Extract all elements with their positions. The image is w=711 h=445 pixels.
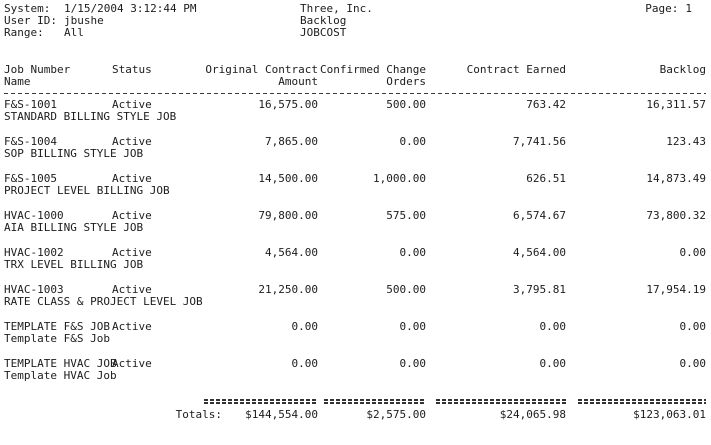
backlog-amount: 17,954.19 xyxy=(646,283,706,296)
job-number: TEMPLATE F&S JOB xyxy=(4,320,110,333)
job-name: PROJECT LEVEL BILLING JOB xyxy=(4,184,170,197)
backlog-amount: 0.00 xyxy=(679,357,706,370)
confirmed-change-orders: 500.00 xyxy=(386,283,426,296)
column-header-original-contract: Original Contract xyxy=(205,63,318,76)
table-divider xyxy=(4,92,706,94)
confirmed-change-orders: 0.00 xyxy=(399,357,426,370)
contract-earned: 0.00 xyxy=(539,320,566,333)
column-header-amount: Amount xyxy=(278,75,318,88)
backlog-amount: 0.00 xyxy=(679,320,706,333)
report-header-right xyxy=(645,3,692,15)
backlog-amount: 73,800.32 xyxy=(646,209,706,222)
job-name: STANDARD BILLING STYLE JOB xyxy=(4,110,177,123)
column-header-status: Status xyxy=(112,63,152,76)
column-headers-line1 xyxy=(4,64,706,76)
backlog-amount: 123.43 xyxy=(666,135,706,148)
range-label: Range: xyxy=(4,26,44,39)
contract-earned: 4,564.00 xyxy=(513,246,566,259)
job-status: Active xyxy=(112,172,152,185)
totals-label: Totals: xyxy=(175,408,222,421)
column-header-backlog: Backlog xyxy=(659,63,706,76)
contract-earned: 7,741.56 xyxy=(513,135,566,148)
column-header-job-number: Job Number xyxy=(4,63,71,76)
report-title: Backlog xyxy=(300,14,347,27)
company-name: Three, Inc. xyxy=(300,2,373,15)
job-name: Template HVAC Job xyxy=(4,369,117,382)
job-status: Active xyxy=(112,209,152,222)
table-row xyxy=(4,136,706,160)
confirmed-change-orders: 0.00 xyxy=(399,135,426,148)
original-contract-amount: 7,865.00 xyxy=(265,135,318,148)
job-status: Active xyxy=(112,135,152,148)
original-contract-amount: 0.00 xyxy=(291,357,318,370)
column-header-orders: Orders xyxy=(386,75,426,88)
totals-separator xyxy=(436,398,566,404)
job-number: F&S-1005 xyxy=(4,172,57,185)
job-number: F&S-1001 xyxy=(4,98,57,111)
job-name: TRX LEVEL BILLING JOB xyxy=(4,258,144,271)
job-status: Active xyxy=(112,357,152,370)
total-contract-earned: $24,065.98 xyxy=(499,408,566,421)
totals-separator xyxy=(324,398,426,404)
job-status: Active xyxy=(112,283,152,296)
original-contract-amount: 16,575.00 xyxy=(258,98,318,111)
backlog-amount: 14,873.49 xyxy=(646,172,706,185)
job-number: HVAC-1002 xyxy=(4,246,64,259)
column-header-confirmed-change: Confirmed Change xyxy=(320,63,426,76)
confirmed-change-orders: 0.00 xyxy=(399,246,426,259)
table-row xyxy=(4,210,706,234)
total-original-contract: $144,554.00 xyxy=(245,408,318,421)
table-row xyxy=(4,173,706,197)
confirmed-change-orders: 575.00 xyxy=(386,209,426,222)
job-name: SOP BILLING STYLE JOB xyxy=(4,147,144,160)
table-row xyxy=(4,247,706,271)
job-number: HVAC-1000 xyxy=(4,209,64,222)
job-status: Active xyxy=(112,246,152,259)
original-contract-amount: 4,564.00 xyxy=(265,246,318,259)
total-confirmed-change: $2,575.00 xyxy=(366,408,426,421)
confirmed-change-orders: 1,000.00 xyxy=(373,172,426,185)
total-backlog: $123,063.01 xyxy=(633,408,706,421)
totals-row xyxy=(4,409,706,421)
job-name: RATE CLASS & PROJECT LEVEL JOB xyxy=(4,295,203,308)
job-status: Active xyxy=(112,320,152,333)
user-id-value: jbushe xyxy=(64,14,104,27)
job-status: Active xyxy=(112,98,152,111)
report-header xyxy=(4,3,706,39)
original-contract-amount: 0.00 xyxy=(291,320,318,333)
page-number: 1 xyxy=(685,2,692,15)
backlog-amount: 0.00 xyxy=(679,246,706,259)
contract-earned: 763.42 xyxy=(526,98,566,111)
backlog-amount: 16,311.57 xyxy=(646,98,706,111)
totals-separator xyxy=(204,398,318,404)
column-header-name: Name xyxy=(4,75,31,88)
column-header-contract-earned: Contract Earned xyxy=(466,63,566,76)
job-name: Template F&S Job xyxy=(4,332,110,345)
column-headers-line2 xyxy=(4,76,706,88)
table-row xyxy=(4,99,706,123)
job-number: F&S-1004 xyxy=(4,135,57,148)
confirmed-change-orders: 500.00 xyxy=(386,98,426,111)
contract-earned: 3,795.81 xyxy=(513,283,566,296)
contract-earned: 0.00 xyxy=(539,357,566,370)
system-label: System: xyxy=(4,2,51,15)
job-name: AIA BILLING STYLE JOB xyxy=(4,221,144,234)
contract-earned: 626.51 xyxy=(526,172,566,185)
report-header-center xyxy=(300,3,373,39)
job-number: HVAC-1003 xyxy=(4,283,64,296)
job-number: TEMPLATE HVAC JOB xyxy=(4,357,117,370)
range-value: All xyxy=(64,26,84,39)
original-contract-amount: 21,250.00 xyxy=(258,283,318,296)
confirmed-change-orders: 0.00 xyxy=(399,320,426,333)
table-row xyxy=(4,284,706,308)
original-contract-amount: 79,800.00 xyxy=(258,209,318,222)
totals-separator-row xyxy=(4,398,706,404)
page-label: Page: xyxy=(645,2,679,15)
original-contract-amount: 14,500.00 xyxy=(258,172,318,185)
totals-separator xyxy=(578,398,706,404)
user-id-label: User ID: xyxy=(4,14,57,27)
table-row xyxy=(4,321,706,345)
contract-earned: 6,574.67 xyxy=(513,209,566,222)
table-row xyxy=(4,358,706,382)
system-datetime: 1/15/2004 3:12:44 PM xyxy=(64,2,197,15)
report-code: JOBCOST xyxy=(300,26,347,39)
